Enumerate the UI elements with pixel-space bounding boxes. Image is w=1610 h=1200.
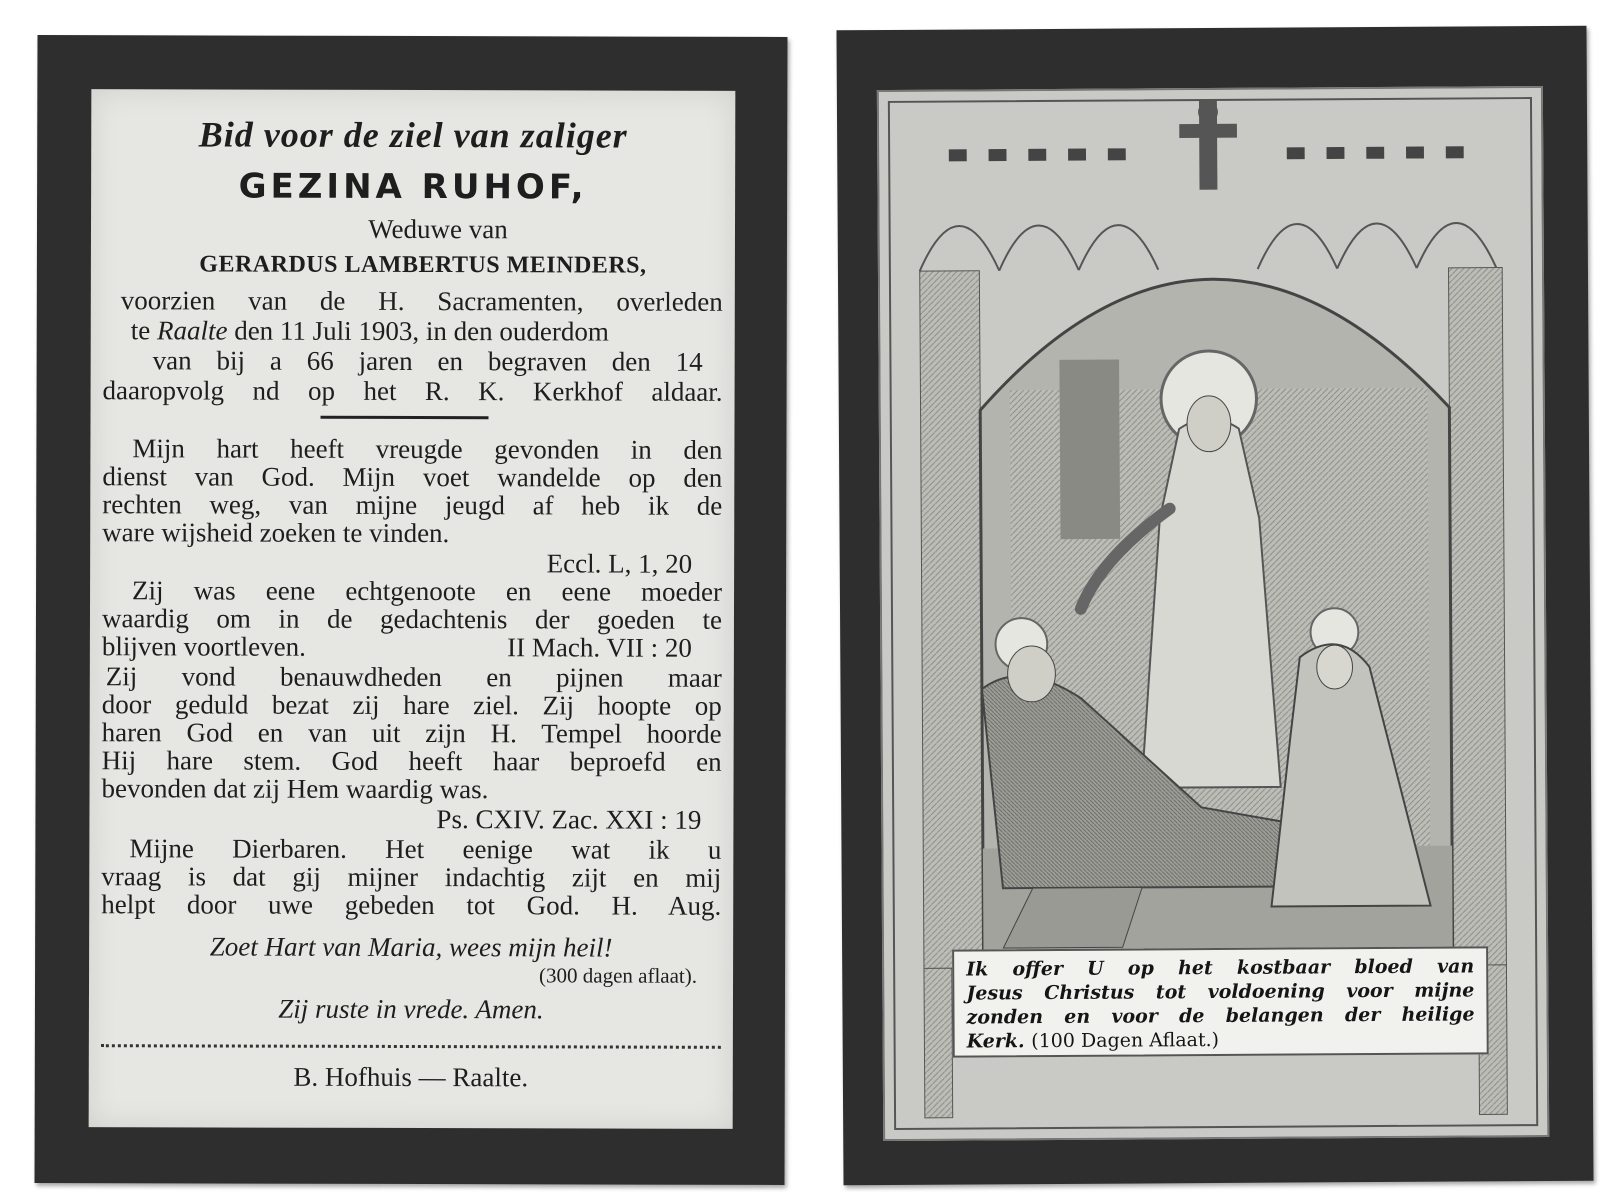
prayer-line-4: Kerk. (100 Dagen Aflaat.) — [966, 1028, 1220, 1053]
closing-prayer: Zij ruste in vrede. Amen. — [278, 993, 544, 1025]
verse3-line-1: Zij vond benauwdheden en pijnen maar — [105, 661, 722, 693]
deceased-name: GEZINA RUHOF, — [238, 166, 588, 208]
memorial-card-image — [836, 26, 1593, 1186]
verse1-line-2: dienst van God. Mijn voet wandelde op den — [102, 461, 723, 493]
verse3-line-4: Hij hare stem. God heeft haar beproefd en — [101, 745, 722, 777]
prayer-line-2: Jesus Christus tot voldoening voor mijne — [966, 979, 1475, 1005]
prayer-indulgence: (100 Dagen Aflaat.) — [1031, 1028, 1220, 1053]
prayer-line-3: zonden en voor de belangen der heilige — [966, 1003, 1475, 1029]
intro-line-3: van bij a 66 jaren en begraven den 14 — [152, 345, 703, 377]
verse3-line-3: haren God en van uit zijn H. Tempel hoorde — [101, 717, 722, 749]
verse2-reference: II Mach. VII : 20 — [507, 632, 692, 663]
verse3-line-5: bevonden dat zij Hem waardig was. — [101, 773, 489, 805]
intro-line-2: te Raalte den 11 Juli 1903, in den ouderdom — [130, 315, 609, 347]
verse1-reference: Eccl. L, 1, 20 — [546, 548, 693, 579]
dotted-divider — [101, 1044, 721, 1049]
verse3-reference: Ps. CXIV. Zac. XXI : 19 — [436, 804, 702, 835]
verse2-line-2: waardig om in de gedachtenis der goeden te — [101, 603, 723, 635]
indulgence-note: (300 dagen aflaat). — [538, 963, 698, 988]
printer-credit: B. Hofhuis — Raalte. — [293, 1061, 529, 1093]
card-title: Bid voor de ziel van zaliger — [198, 114, 628, 156]
verse2-line-1: Zij was eene echtgenoote en eene moeder — [132, 575, 723, 607]
prayer-caption — [952, 946, 1489, 1057]
verse1-line-4: ware wijsheid zoeken te vinden. — [102, 517, 450, 549]
verse4-line-1: Mijne Dierbaren. Het eenige wat ik u — [129, 833, 722, 865]
divider-rule — [321, 416, 489, 419]
card-text — [101, 89, 723, 1093]
verse1-line-1: Mijn hart heeft vreugde gevonden in den — [132, 433, 723, 465]
intro-line-1: voorzien van de H. Sacramenten, overleden — [120, 285, 723, 317]
verse1-line-3: rechten weg, van mijne jeugd af heb ik de — [102, 489, 723, 521]
verse4-line-2: vraag is dat gij mijner indachtig zijt en mij — [101, 861, 722, 893]
widow-of-label: Weduwe van — [368, 213, 508, 245]
husband-name: GERARDUS LAMBERTUS MEINDERS, — [199, 251, 647, 279]
card-paper — [89, 89, 736, 1129]
verse4-line-3: helpt door uwe gebeden tot God. H. Aug. — [101, 889, 722, 921]
verse2-last-line: blijven voortleven. II Mach. VII : 20 — [101, 631, 692, 663]
intro-line-4: daaropvolg nd op het R. K. Kerkhof aldaar. — [102, 375, 723, 407]
illustration-frame — [877, 86, 1549, 1141]
verse3-line-2: door geduld bezat zij hare ziel. Zij hoopte op — [101, 689, 722, 721]
invocation: Zoet Hart van Maria, wees mijn heil! — [209, 931, 613, 963]
memorial-card-text — [34, 35, 787, 1185]
prayer-line-1: Ik offer U op het kostbaar bloed van — [966, 955, 1475, 981]
